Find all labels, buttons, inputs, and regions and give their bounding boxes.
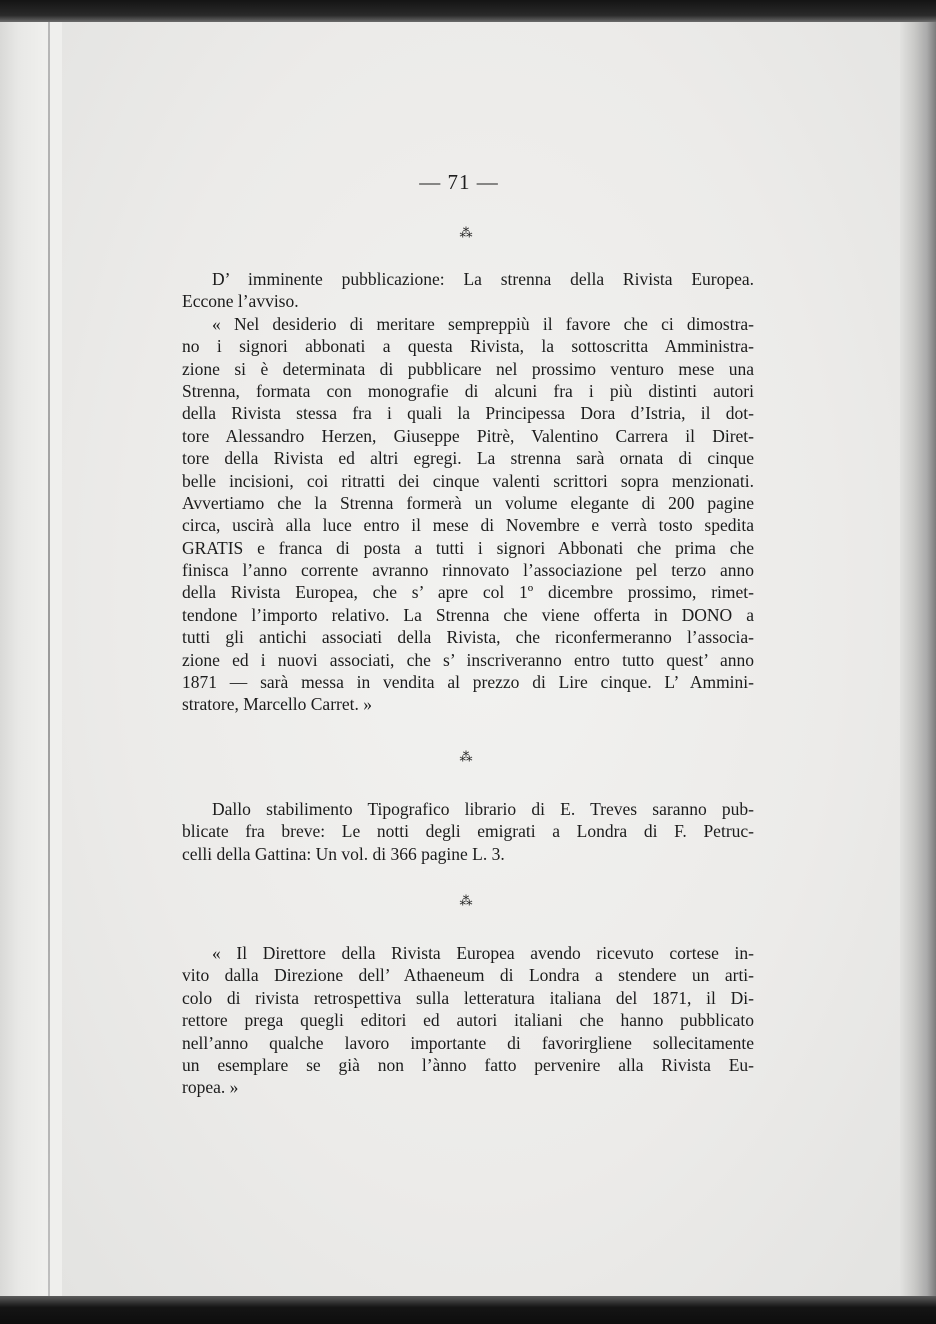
- scan-bottom-border: [0, 1296, 936, 1324]
- text-line: tore della Rivista ed altri egregi. La strenna sarà ornata di cinque: [182, 448, 754, 469]
- text-line: « Nel desiderio di meritare sempreppiù il favore che ci dimostra-: [212, 313, 754, 334]
- text-line: Dallo stabilimento Tipografico librario di E. Treves saranno pub-: [212, 799, 754, 819]
- text-line: GRATIS e franca di posta a tutti i signori Abbonati che prima che: [182, 537, 754, 558]
- text-line: della Rivista stessa fra i quali la Principessa Dora d’Istria, il dot-: [182, 403, 754, 424]
- section-strenna-announcement: [182, 268, 754, 716]
- text-line: tore Alessandro Herzen, Giuseppe Pitrè, Valentino Carrera il Diret-: [182, 425, 754, 446]
- text-line: finisca l’anno corrente avranno rinnovato l’associazione pel terzo anno: [182, 560, 754, 581]
- text-line: no i signori abbonati a questa Rivista, la sottoscritta Amministra-: [182, 336, 754, 357]
- scan-top-border: [0, 0, 936, 22]
- text-line: un esemplare se già non l’ànno fatto pervenire alla Rivista Eu-: [182, 1054, 754, 1075]
- text-line: vito dalla Direzione dell’ Athaeneum di Londra a stendere un arti-: [182, 965, 754, 986]
- section-athaeneum-request: [182, 942, 754, 1099]
- asterism-3: ⁂: [459, 893, 473, 908]
- text-line: circa, uscirà alla luce entro il mese di Novembre e verrà tosto spedita: [182, 515, 754, 536]
- text-line: 1871 — sarà messa in vendita al prezzo di Lire cinque. L’ Ammini-: [182, 672, 754, 693]
- text-line: belle incisioni, coi ritratti dei cinque valenti scrittori sopra menzionati.: [182, 470, 754, 491]
- text-line: stratore, Marcello Carret. »: [182, 694, 372, 715]
- text-line: « Il Direttore della Rivista Europea avendo ricevuto cortese in-: [212, 943, 754, 963]
- page-right-shadow: [900, 18, 936, 1298]
- text-line: rettore prega quegli editori ed autori italiani che hanno pubblicato: [182, 1010, 754, 1031]
- text-line: zione si è determinata di pubblicare nel prossimo venturo mese una: [182, 358, 754, 379]
- text-line: Eccone l’avviso.: [182, 291, 299, 312]
- asterism-1: ⁂: [459, 225, 473, 240]
- text-line: tutti gli antichi associati della Rivista, che riconfermeranno l’associa-: [182, 627, 754, 648]
- text-line: ropea. »: [182, 1077, 239, 1098]
- asterism-2: ⁂: [459, 749, 473, 764]
- text-line: Avvertiamo che la Strenna formerà un volume elegante di 200 pagine: [182, 492, 754, 513]
- text-line: celli della Gattina: Un vol. di 366 pagine L. 3.: [182, 843, 505, 864]
- text-line: nell’anno qualche lavoro importante di favorirgliene sollecitamente: [182, 1032, 754, 1053]
- text-line: tendone l’importo relativo. La Strenna che viene offerta in DONO a: [182, 604, 754, 625]
- text-line: Strenna, formata con monografie di alcuni fra i più distinti autori: [182, 380, 754, 401]
- text-line: colo di rivista retrospettiva sulla letteratura italiana del 1871, il Di-: [182, 987, 754, 1008]
- page-number: — 71 —: [419, 170, 499, 194]
- text-line: D’ imminente pubblicazione: La strenna della Rivista Europea.: [212, 269, 754, 289]
- text-line: zione ed i nuovi associati, che s’ inscriveranno entro tutto quest’ anno: [182, 649, 754, 670]
- binding-line: [48, 22, 50, 1298]
- text-line: della Rivista Europea, che s’ apre col 1º dicembre prossimo, rimet-: [182, 582, 754, 603]
- section-treves-notice: [182, 798, 754, 865]
- text-line: blicate fra breve: Le notti degli emigrati a Londra di F. Petruc-: [182, 821, 754, 842]
- previous-page-edge: [0, 22, 62, 1298]
